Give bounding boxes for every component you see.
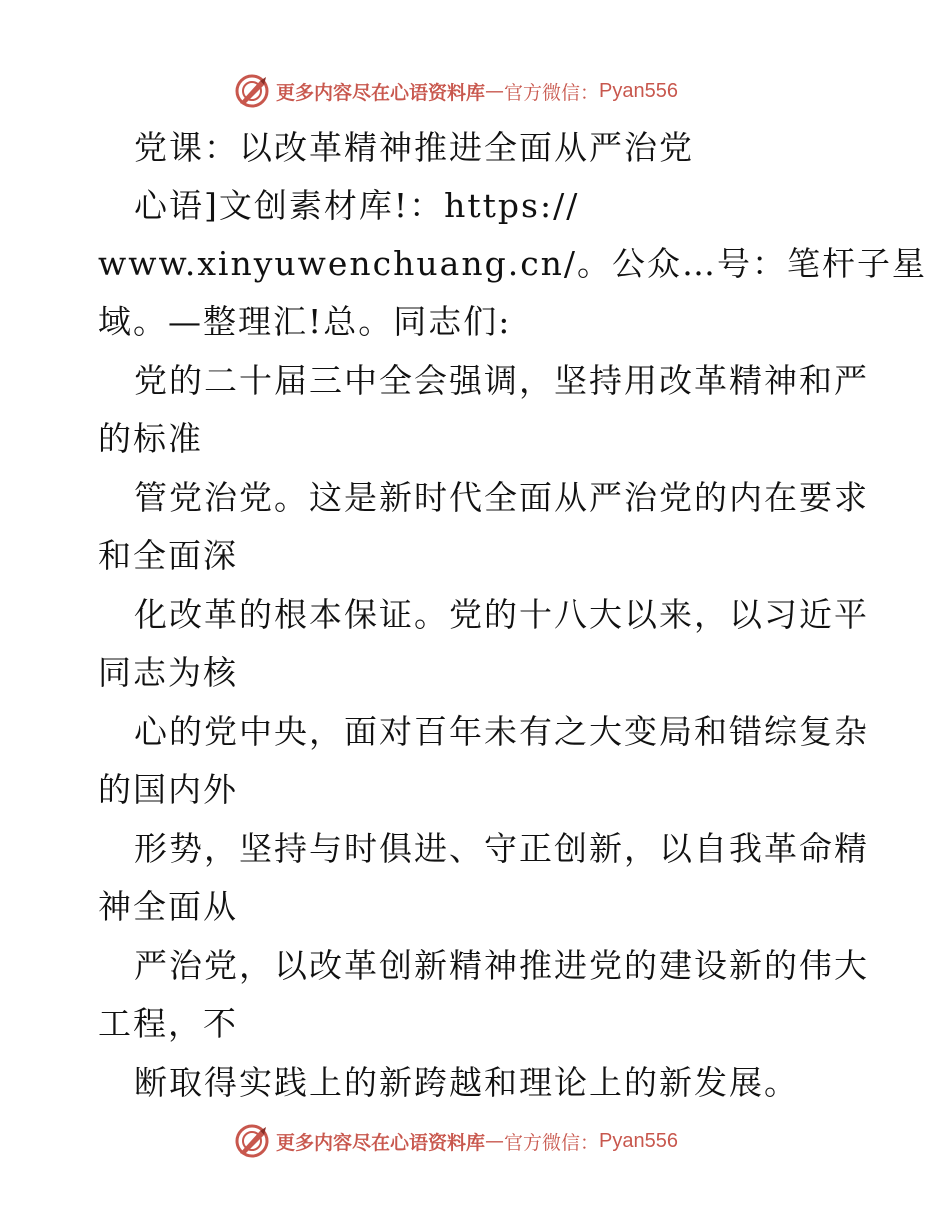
text-line: 心的党中央，面对百年未有之大变局和错综复杂: [134, 712, 869, 751]
quill-logo-icon: [234, 1123, 270, 1159]
quill-logo-icon: [234, 73, 270, 109]
header-banner: [234, 71, 678, 111]
text-line: 域。—整理汇!总。同志们:: [98, 302, 512, 341]
text-line: 和全面深: [98, 536, 238, 575]
text-line: 党的二十届三中全会强调，坚持用改革精神和严: [134, 361, 869, 400]
text-line: 的标准: [98, 419, 203, 458]
document-title: 党课：以改革精神推进全面从严治党: [134, 128, 694, 167]
banner-wechat-id: Pyan556: [599, 1129, 678, 1152]
text-line: 心语]文创素材库!：https://: [134, 186, 580, 225]
text-line: 断取得实践上的新跨越和理论上的新发展。: [134, 1063, 799, 1102]
banner-separator: —: [485, 80, 505, 102]
text-line: 神全面从: [98, 887, 238, 926]
banner-wechat-id: Pyan556: [599, 79, 678, 102]
banner-wechat-label: 官方微信：: [504, 81, 600, 104]
text-line: 同志为核: [98, 653, 238, 692]
text-line: 形势，坚持与时俱进、守正创新，以自我革命精: [134, 829, 869, 868]
banner-slogan: 更多内容尽在心语资料库: [276, 1131, 486, 1154]
text-line: 的国内外: [98, 770, 238, 809]
text-line: www.xinyuwenchuang.cn/。公众…号：笔杆子星: [98, 244, 928, 283]
text-line: 管党治党。这是新时代全面从严治党的内在要求: [134, 478, 869, 517]
footer-banner: [234, 1121, 678, 1161]
text-line: 工程，不: [98, 1004, 238, 1043]
text-line: 化改革的根本保证。党的十八大以来，以习近平: [134, 595, 869, 634]
banner-slogan: 更多内容尽在心语资料库: [276, 81, 486, 104]
text-line: 严治党，以改革创新精神推进党的建设新的伟大: [134, 946, 869, 985]
banner-wechat-label: 官方微信：: [504, 1131, 600, 1154]
banner-separator: —: [485, 1130, 505, 1152]
